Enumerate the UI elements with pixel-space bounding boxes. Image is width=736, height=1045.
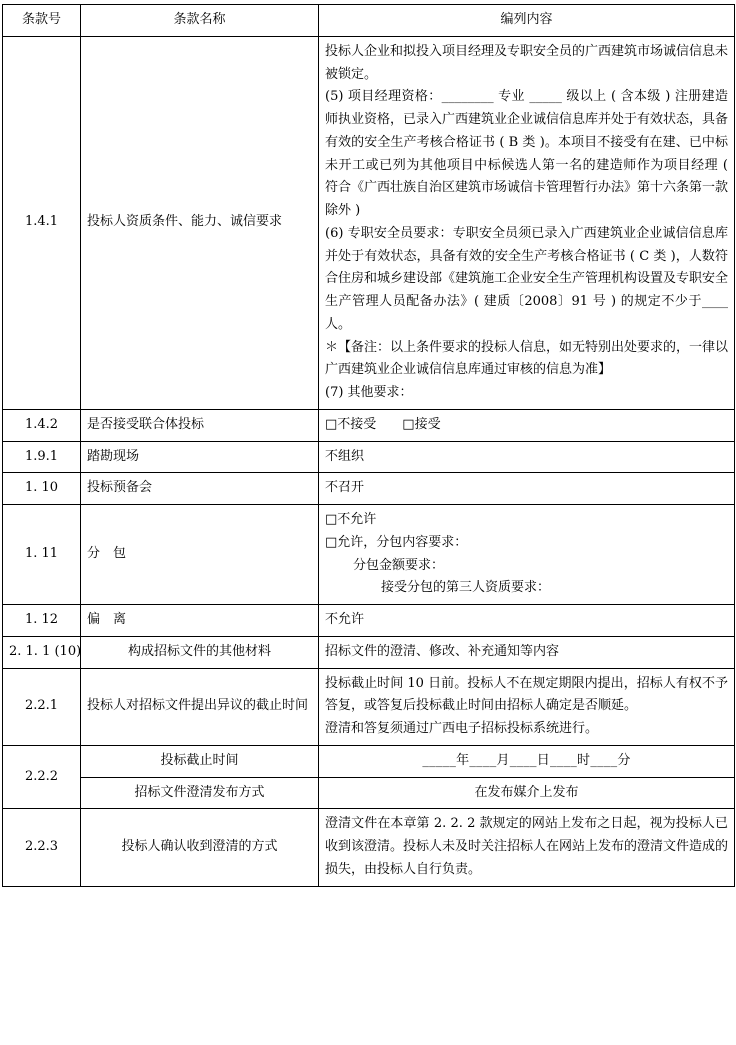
row-content: _____年____月____日____时____分 [319, 745, 735, 777]
content-paragraph: (6) 专职安全员要求：专职安全员须已录入广西建筑业企业诚信信息库并处于有效状态，具备有效的安全生产考核合格证书 ( C 类 )，人数符合住房和城乡建设部《建筑施工企业安全生产管理机构设置及专职安全生产管理人员配备办法》( 建质〔2008〕91 号 ) 的规定不少于____人。 [325, 225, 729, 332]
row-code: 1. 12 [3, 605, 81, 637]
row-name: 招标文件澄清发布方式 [81, 777, 319, 809]
table-header [3, 5, 735, 37]
row-content [319, 409, 735, 441]
bid-terms-table [2, 4, 735, 887]
row-name: 是否接受联合体投标 [81, 409, 319, 441]
row-content [319, 809, 735, 886]
content-paragraph: 招标文件的澄清、修改、补充通知等内容 [325, 643, 560, 659]
document-page [0, 4, 736, 1045]
table-header-row [3, 5, 735, 37]
content-paragraph: □允许，分包内容要求： [325, 534, 468, 550]
table-row [3, 809, 735, 886]
content-paragraph: ＊【备注：以上条件要求的投标人信息，如无特别出处要求的，一律以广西建筑业企业诚信信息库通过审核的信息为准】 [325, 339, 729, 378]
header-cell-content: 编列内容 [319, 5, 735, 37]
content-paragraph: (5) 项目经理资格：________ 专业 _____ 级以上 ( 含本级 ) 注册建造师执业资格，已录入广西建筑业企业诚信信息库并处于有效状态，具备有效的安全生产考核合格证书 ( B 类 )。本项目不接受有在建、已中标未开工或已列为其他项目中标候选人第一名的建造师作为项目经理 ( 符合《广西壮族自治区建筑市场诚信卡管理暂行办法》第十六条第一款除外 ) [325, 89, 729, 218]
row-content [319, 36, 735, 409]
content-paragraph: 澄清文件在本章第 2. 2. 2 款规定的网站上发布之日起，视为投标人已收到该澄清。投标人未及时关注招标人在网站上发布的澄清文件造成的损失，由投标人自行负责。 [325, 816, 729, 877]
row-name: 投标人资质条件、能力、诚信要求 [81, 36, 319, 409]
content-paragraph: (7) 其他要求： [325, 385, 413, 400]
table-row [3, 777, 735, 809]
row-content [319, 441, 735, 473]
row-name: 分 包 [81, 505, 319, 605]
row-name: 踏勘现场 [81, 441, 319, 473]
row-code: 1.4.1 [3, 36, 81, 409]
table-body [3, 36, 735, 886]
row-content [319, 636, 735, 668]
row-content [319, 668, 735, 745]
row-code: 1.4.2 [3, 409, 81, 441]
row-name: 投标预备会 [81, 473, 319, 505]
row-content [319, 505, 735, 605]
content-paragraph: 不组织 [325, 448, 365, 464]
row-code: 1. 11 [3, 505, 81, 605]
row-code: 1.9.1 [3, 441, 81, 473]
row-code: 2.2.3 [3, 809, 81, 886]
row-content [319, 473, 735, 505]
table-row [3, 605, 735, 637]
content-paragraph: 分包金额要求： [353, 557, 445, 573]
content-paragraph: 不允许 [325, 612, 365, 627]
table-row [3, 409, 735, 441]
table-row [3, 505, 735, 605]
table-row [3, 441, 735, 473]
table-row [3, 636, 735, 668]
content-paragraph: 接受分包的第三人资质要求： [381, 580, 551, 596]
header-cell-code: 条款号 [3, 5, 81, 37]
table-row [3, 473, 735, 505]
content-paragraph: 不召开 [325, 480, 365, 496]
table-row [3, 668, 735, 745]
content-paragraph: 澄清和答复须通过广西电子招标投标系统进行。 [325, 721, 599, 736]
row-code: 2.2.2 [3, 745, 81, 809]
row-name: 投标人确认收到澄清的方式 [81, 809, 319, 886]
table-row [3, 745, 735, 777]
content-paragraph: 投标人企业和拟投入项目经理及专职安全员的广西建筑市场诚信信息未被锁定。 [325, 43, 729, 82]
row-name: 投标人对招标文件提出异议的截止时间 [81, 668, 319, 745]
row-content: 在发布媒介上发布 [319, 777, 735, 809]
table-row [3, 36, 735, 409]
header-cell-name: 条款名称 [81, 5, 319, 37]
row-name: 构成招标文件的其他材料 [81, 636, 319, 668]
row-name: 偏 离 [81, 605, 319, 637]
row-name: 投标截止时间 [81, 745, 319, 777]
row-code: 2.2.1 [3, 668, 81, 745]
row-code: 1. 10 [3, 473, 81, 505]
row-code: 2. 1. 1 (10) [3, 636, 81, 668]
content-paragraph: □不允许 [325, 512, 377, 527]
row-content [319, 605, 735, 637]
content-paragraph: □不接受 □接受 [325, 416, 441, 432]
content-paragraph: 投标截止时间 10 日前。投标人不在规定期限内提出，招标人有权不予答复，或答复后投标截止时间由招标人确定是否顺延。 [325, 675, 728, 714]
